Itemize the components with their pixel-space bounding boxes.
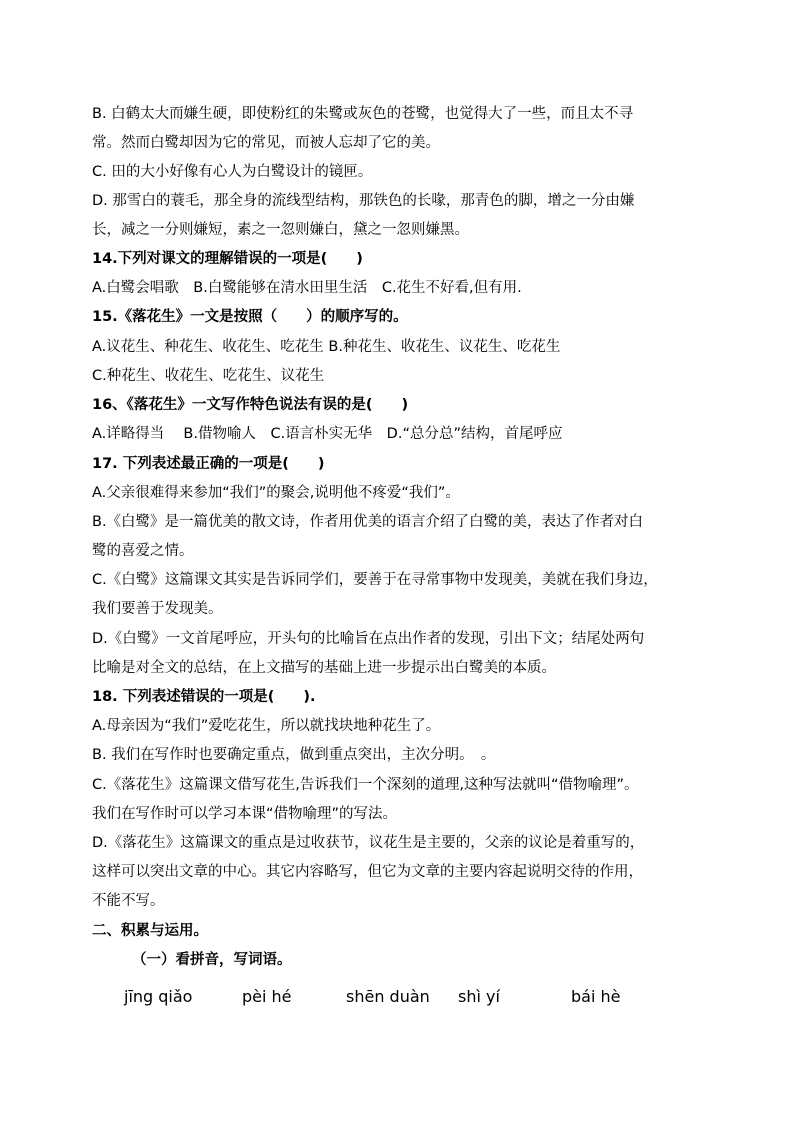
text-line: 比喻是对全文的总结，在上文描写的基础上进一步提示出白鹭美的本质。 [92,660,556,676]
text-line: C.《白鹭》这篇课文其实是告诉同学们，要善于在寻常事物中发现美，美就在我们身边， [92,572,658,588]
text-line: 不能不写。 [92,893,165,909]
text-line: 鹭的喜爱之情。 [92,543,194,559]
text-line: A.父亲很难得来参加“我们”的聚会,说明他不疼爱“我们”。 [92,485,460,501]
text-line: A.详略得当 B.借物喻人 C.语言朴实无华 D.“总分总”结构，首尾呼应 [92,426,563,442]
text-line: B. 我们在写作时也要确定重点，做到重点突出，主次分明。 。 [92,747,496,763]
pinyin-word: shì yí [458,987,500,1006]
pinyin-word: shēn duàn [346,987,430,1006]
pinyin-word: bái hè [571,987,621,1006]
pinyin-word: jīng qiǎo [124,987,193,1006]
text-line: 长，减之一分则嫌短，素之一忽则嫌白，黛之一忽则嫌黑。 [92,222,469,238]
text-line: B.《白鹭》是一篇优美的散文诗，作者用优美的语言介绍了白鹭的美，表达了作者对白 [92,514,644,530]
question-heading: 16、《落花生》一文写作特色说法有误的是( ) [92,397,409,413]
subsection-heading: （一）看拼音，写词语。 [132,952,292,968]
text-line: B. 白鹤太大而嫌生硬，即使粉红的朱鹭或灰色的苍鹭，也觉得大了一些，而且太不寻 [92,106,634,122]
text-line: 我们要善于发现美。 [92,601,223,617]
text-line: A.白鹭会唱歌 B.白鹭能够在清水田里生活 C.花生不好看,但有用. [92,280,522,296]
question-heading: 18. 下列表述错误的一项是( ). [92,689,316,705]
text-line: 这样可以突出文章的中心。其它内容略写，但它为文章的主要内容起说明交待的作用， [92,864,643,880]
question-heading: 17. 下列表述最正确的一项是( ) [92,456,325,472]
text-line: D.《白鹭》一文首尾呼应，开头句的比喻旨在点出作者的发现，引出下文；结尾处两句 [92,631,645,647]
text-line: D.《落花生》这篇课文的重点是过收获节，议花生是主要的，父亲的议论是着重写的， [92,835,645,851]
text-line: A.议花生、种花生、收花生、吃花生 B.种花生、收花生、议花生、吃花生 [92,339,561,355]
section-heading: 二、积累与运用。 [92,923,208,939]
question-heading: 14.下列对课文的理解错误的一项是( ) [92,251,363,267]
text-line: A.母亲因为“我们”爱吃花生，所以就找块地种花生了。 [92,718,441,734]
text-line: D. 那雪白的蓑毛，那全身的流线型结构，那铁色的长喙，那青色的脚，增之一分由嫌 [92,193,635,209]
text-line: 我们在写作时可以学习本课“借物喻理”的写法。 [92,806,398,822]
pinyin-word: pèi hé [242,987,292,1006]
question-heading: 15.《落花生》一文是按照（ ）的顺序写的。 [92,309,408,325]
text-line: C. 田的大小好像有心人为白鹭设计的镜匣。 [92,164,373,180]
text-line: 常。然而白鹭却因为它的常见，而被人忘却了它的美。 [92,135,440,151]
text-line: C.《落花生》这篇课文借写花生,告诉我们一个深刻的道理,这种写法就叫“借物喻理”。 [92,777,639,793]
text-line: C.种花生、收花生、吃花生、议花生 [92,368,325,384]
